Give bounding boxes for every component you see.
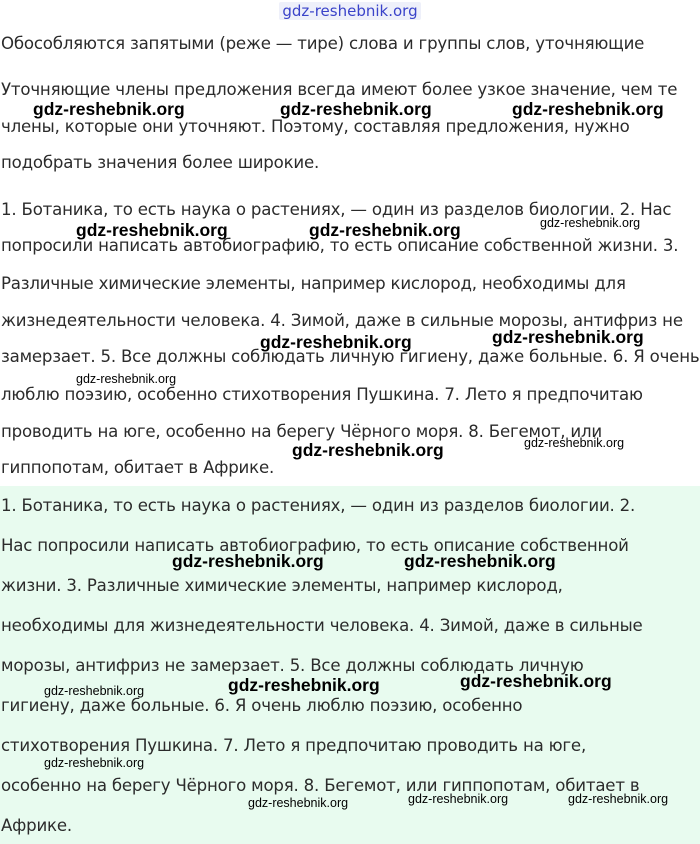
watermark: gdz-reshebnik.org bbox=[260, 332, 412, 352]
sentence-line: гиппопотам, обитает в Африке. bbox=[1, 458, 275, 477]
watermark: gdz-reshebnik.org bbox=[280, 99, 432, 119]
explanation-line: подобрать значения более широкие. bbox=[1, 153, 320, 172]
watermark: gdz-reshebnik.org bbox=[76, 372, 177, 386]
sentence-line: попросили написать автобиографию, то есть описание собственной жизни. 3. bbox=[1, 236, 679, 255]
explanation-line: Уточняющие члены предложения всегда имеют более узкое значение, чем те bbox=[1, 80, 678, 99]
watermark: gdz-reshebnik.org bbox=[228, 675, 380, 695]
watermark: gdz-reshebnik.org bbox=[248, 796, 349, 810]
site-header bbox=[0, 0, 700, 24]
sentence-line: Различные химические элементы, например кислород, необходимы для bbox=[1, 274, 626, 293]
watermark: gdz-reshebnik.org bbox=[44, 684, 145, 698]
answer-line: гигиену, даже больные. 6. Я очень люблю поэзию, особенно bbox=[1, 696, 523, 715]
task-title: Обособляются запятыми (реже — тире) слова и группы слов, уточняющие bbox=[1, 34, 645, 53]
watermark: gdz-reshebnik.org bbox=[460, 671, 612, 691]
watermark: gdz-reshebnik.org bbox=[408, 792, 509, 806]
answer-line: стихотворения Пушкина. 7. Лето я предпочитаю проводить на юге, bbox=[1, 736, 587, 755]
answer-section bbox=[0, 486, 700, 844]
answer-line: жизни. 3. Различные химические элементы, например кислород, bbox=[1, 576, 563, 595]
watermark: gdz-reshebnik.org bbox=[512, 99, 664, 119]
sentence-line: замерзает. 5. Все должны соблюдать личную гигиену, даже больные. 6. Я очень bbox=[1, 347, 700, 366]
watermark: gdz-reshebnik.org bbox=[540, 216, 641, 230]
watermark: gdz-reshebnik.org bbox=[172, 551, 324, 571]
explanation-line: члены, которые они уточняют. Поэтому, составляя предложения, нужно bbox=[1, 117, 630, 136]
sentence-line: проводить на юге, особенно на берегу Чёрного моря. 8. Бегемот, или bbox=[1, 422, 602, 441]
watermark: gdz-reshebnik.org bbox=[492, 327, 644, 347]
sentence-line: жизнедеятельности человека. 4. Зимой, даже в сильные морозы, антифриз не bbox=[1, 311, 683, 330]
watermark: gdz-reshebnik.org bbox=[292, 440, 444, 460]
site-link[interactable]: gdz-reshebnik.org bbox=[279, 2, 420, 20]
sentence-line: люблю поэзию, особенно стихотворения Пушкина. 7. Лето я предпочитаю bbox=[1, 385, 643, 404]
watermark: gdz-reshebnik.org bbox=[404, 551, 556, 571]
watermark: gdz-reshebnik.org bbox=[33, 99, 185, 119]
sentence-line: 1. Ботаника, то есть наука о растениях, — один из разделов биологии. 2. Нас bbox=[1, 200, 672, 219]
answer-line: морозы, антифриз не замерзает. 5. Все должны соблюдать личную bbox=[1, 656, 584, 675]
watermark: gdz-reshebnik.org bbox=[76, 220, 228, 240]
answer-line: особенно на берегу Чёрного моря. 8. Бегемот, или гиппопотам, обитает в bbox=[1, 776, 640, 795]
answer-line: необходимы для жизнедеятельности человека. 4. Зимой, даже в сильные bbox=[1, 616, 643, 635]
watermark: gdz-reshebnik.org bbox=[309, 220, 461, 240]
answer-line: Нас попросили написать автобиографию, то есть описание собственной bbox=[1, 536, 629, 555]
answer-line: Африке. bbox=[1, 816, 72, 835]
watermark: gdz-reshebnik.org bbox=[524, 436, 625, 450]
watermark: gdz-reshebnik.org bbox=[44, 756, 145, 770]
answer-line: 1. Ботаника, то есть наука о растениях, — один из разделов биологии. 2. bbox=[1, 496, 636, 515]
watermark: gdz-reshebnik.org bbox=[568, 792, 669, 806]
